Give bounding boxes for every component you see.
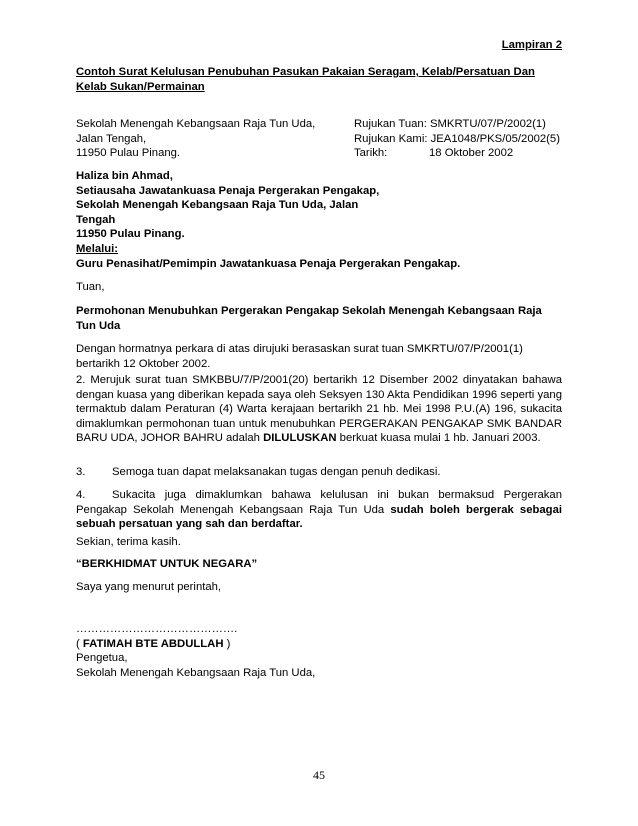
recipient-school: Sekolah Menengah Kebangsaan Raja Tun Uda, Jalan	[76, 199, 359, 212]
signer-bracket-open: (	[76, 637, 83, 650]
paragraph-4-number: 4.	[76, 489, 86, 501]
paragraph-4-text: Sukacita juga dimaklumkan bahawa kelulusan ini bukan bermaksud Pergerakan Pengakap Sekolah Menengah Kebangsaan Raja Tun Uda	[76, 489, 562, 516]
date-label: Tarikh:	[354, 147, 388, 160]
paragraph-4	[76, 488, 562, 532]
paragraph-3-number: 3.	[76, 466, 86, 478]
paragraph-2-end: berkuat kuasa mulai 1 hb. Januari 2003.	[339, 432, 541, 445]
recipient-city: 11950 Pulau Pinang.	[76, 228, 185, 241]
sender-line-2: Jalan Tengah,	[76, 132, 147, 145]
recipient-block	[76, 169, 562, 242]
sender-line-3: 11950 Pulau Pinang.	[76, 147, 181, 160]
paragraph-4-bold: sudah boleh bergerak sebagai sebuah persatuan yang sah dan berdaftar.	[76, 503, 562, 531]
signature-block	[76, 622, 562, 680]
signer-title: Pengetua,	[76, 652, 128, 665]
reference-ours: Rujukan Kami: JEA1048/PKS/05/2002(5)	[354, 132, 560, 145]
document-title	[76, 65, 556, 94]
via-block	[76, 242, 562, 271]
recipient-position: Setiausaha Jawatankuasa Penaja Pergerakan Pengakap,	[76, 184, 380, 197]
address-row-3	[76, 146, 562, 161]
attachment-label: Lampiran 2	[501, 39, 562, 51]
address-row-2	[76, 132, 562, 147]
paragraph-3	[76, 465, 562, 480]
address-reference-block	[76, 117, 562, 161]
motto: “BERKHIDMAT UNTUK NEGARA”	[76, 558, 258, 570]
via-text: Guru Penasihat/Pemimpin Jawatankuasa Penaja Pergerakan Pengakap.	[76, 257, 461, 270]
signer-name-line	[76, 637, 562, 652]
paragraph-3-text: Semoga tuan dapat melaksanakan tugas dengan penuh dedikasi.	[112, 466, 441, 478]
via-label: Melalui:	[76, 243, 119, 255]
recipient-street: Tengah	[76, 213, 116, 226]
signer-name: FATIMAH BTE ABDULLAH	[82, 637, 224, 650]
paragraph-2	[76, 373, 562, 446]
paragraph-2-text: 2. Merujuk surat tuan SMKBBU/7/P/2001(20) bertarikh 12 Disember 2002 dinyatakan bahawa dengan kuasa yang diberikan kepada saya oleh Seksyen 130 Akta Pendidikan 1996 seperti yang termaktub dalam Peraturan (4) Warta kerajaan bertarikh 21 hb. Mei 1998 P.U.(A) 196, sukacita dimaklumkan permohonan tuan untuk menubuhkan PERGERAKAN PENGAKAP SMK BANDAR BARU UDA, JOHOR BAHRU adalah	[76, 374, 562, 445]
obedient-line: Saya yang menurut perintah,	[76, 581, 222, 593]
closing-remark: Sekian, terima kasih.	[76, 536, 181, 548]
document-title-text: Contoh Surat Kelulusan Penubuhan Pasukan Pakaian Seragam, Kelab/Persatuan Dan Kelab Sukan/Permainan	[76, 66, 535, 93]
letter-date	[354, 146, 562, 161]
signer-school: Sekolah Menengah Kebangsaan Raja Tun Uda,	[76, 666, 316, 679]
page-number: 45	[313, 768, 325, 782]
salutation: Tuan,	[76, 281, 105, 293]
paragraph-1: Dengan hormatnya perkara di atas dirujuki berasaskan surat tuan SMKRTU/07/P/2001(1) bertarikh 12 Oktober 2002.	[76, 343, 523, 370]
recipient-name: Haliza bin Ahmad,	[76, 170, 173, 182]
signature-line: …………………………………….	[76, 623, 238, 635]
address-row-1	[76, 117, 562, 132]
date-value: 18 Oktober 2002	[429, 147, 514, 160]
sender-line-1: Sekolah Menengah Kebangsaan Raja Tun Uda,	[76, 118, 316, 130]
reference-yours: Rujukan Tuan: SMKRTU/07/P/2002(1)	[354, 118, 546, 130]
signer-bracket-close: )	[223, 637, 231, 650]
approval-word: DILULUSKAN	[263, 432, 337, 445]
subject-line: Permohonan Menubuhkan Pergerakan Pengakap Sekolah Menengah Kebangsaan Raja Tun Uda	[76, 305, 542, 332]
